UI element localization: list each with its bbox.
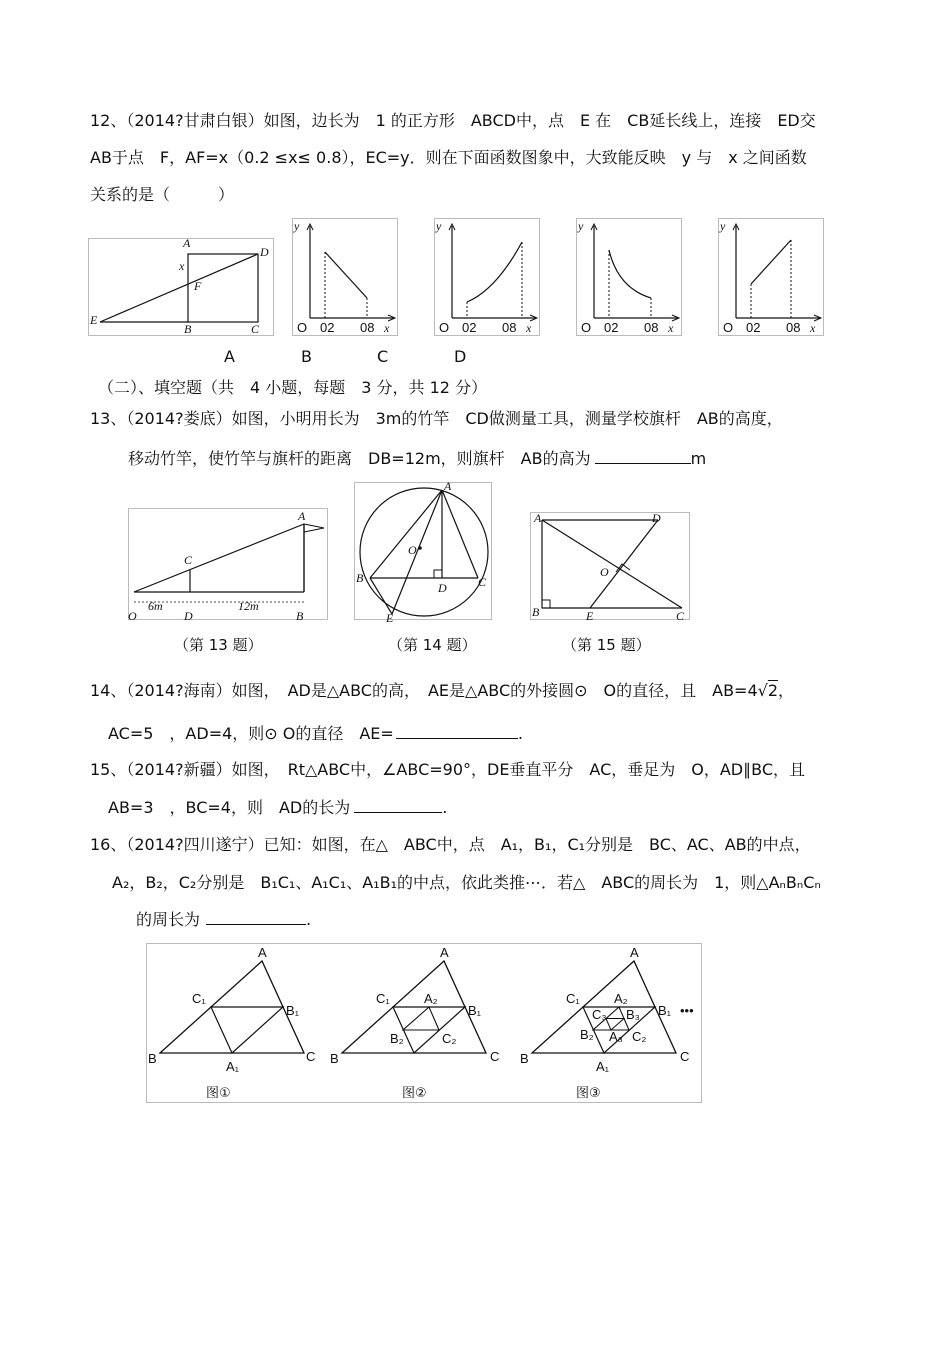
q12-line1: 12、（2014?甘肃白银）如图，边长为 1 的正方形 ABCD中，点 E 在 CB延长线上，连接 ED交 bbox=[90, 111, 816, 130]
q12-graph-a-origin: O bbox=[297, 320, 308, 335]
q16-line1: 16、（2014?四川遂宁）已知：如图，在△ ABC中，点 A₁，B₁，C₁分别是 BC、AC、AB的中点， bbox=[90, 835, 811, 854]
q12-option-b: B bbox=[301, 347, 312, 366]
q12-option-d: D bbox=[454, 347, 467, 366]
q15-line2-end: . bbox=[442, 798, 448, 817]
q15-caption: （第 15 题） bbox=[562, 636, 651, 654]
q14-label-O: O bbox=[408, 543, 417, 557]
q12-graph-a-x: x bbox=[384, 321, 390, 335]
q16-answer-blank[interactable] bbox=[206, 908, 306, 925]
q12-graph-b-x2: 08 bbox=[502, 320, 517, 335]
q12-graph-d-x: x bbox=[810, 321, 816, 335]
q15-line2-text: AB=3 ，BC=4，则 AD的长为 bbox=[108, 798, 351, 817]
q12-line3: 关系的是（ ） bbox=[90, 185, 235, 204]
q16-f3-B: B bbox=[520, 1051, 529, 1066]
q14-sqrt: √2 bbox=[757, 681, 779, 700]
q13-answer-blank[interactable] bbox=[595, 447, 691, 464]
q12-graph-a-x1: 02 bbox=[320, 320, 335, 335]
q16-f1-B: B bbox=[148, 1051, 157, 1066]
q14-label-C: C bbox=[478, 575, 487, 589]
q13-line1: 13、（2014?娄底）如图，小明用长为 3m的竹竿 CD做测量工具，测量学校旗杆 AB的高度， bbox=[90, 409, 783, 428]
q16-f1-A1: A₁ bbox=[226, 1059, 240, 1074]
q15-line1: 15、（2014?新疆）如图， Rt△ABC中，∠ABC=90°，DE垂直平分 AC，垂足为 O，AD∥BC，且 bbox=[90, 760, 805, 779]
q13-caption: （第 13 题） bbox=[174, 636, 263, 654]
q12-label-C: C bbox=[251, 322, 260, 336]
q14-line2 bbox=[108, 722, 523, 745]
q12-graph-c-x: x bbox=[668, 321, 674, 335]
q16-f1-B1: B₁ bbox=[286, 1003, 300, 1018]
q14-label-E: E bbox=[386, 611, 394, 624]
q12-label-D: D bbox=[260, 245, 269, 259]
q16-f1-C: C bbox=[306, 1049, 316, 1064]
q12-graph-c-x2: 08 bbox=[644, 320, 659, 335]
q12-graph-a bbox=[292, 218, 398, 336]
q15-label-A: A bbox=[534, 512, 542, 525]
q12-graph-d-x2: 08 bbox=[786, 320, 801, 335]
q16-f1-C1: C₁ bbox=[192, 991, 206, 1006]
q13-dist1: 6m bbox=[148, 599, 163, 613]
q16-f3-B1: B₁ bbox=[658, 1003, 672, 1018]
q16-figure-1 bbox=[148, 945, 315, 1100]
q14-line1-end: ， bbox=[778, 681, 795, 700]
section-fill-in-header: （二）、填空题（共 4 小题，每题 3 分，共 12 分） bbox=[98, 378, 488, 397]
q14-label-A: A bbox=[444, 482, 452, 493]
q16-f2-A2: A₂ bbox=[424, 991, 438, 1006]
q14-label-D: D bbox=[438, 581, 447, 595]
q13-label-C: C bbox=[184, 553, 193, 567]
q13-label-B: B bbox=[296, 609, 304, 623]
q12-graph-a-x2: 08 bbox=[360, 320, 375, 335]
q16-f2-C: C bbox=[490, 1049, 500, 1064]
q13-label-A: A bbox=[298, 509, 306, 523]
q14-line1 bbox=[90, 680, 794, 702]
q16-f3-caption: 图③ bbox=[576, 1085, 601, 1100]
q16-figure bbox=[146, 943, 702, 1103]
q16-f3-A: A bbox=[630, 945, 639, 960]
q12-label-F: F bbox=[194, 279, 202, 293]
q16-f2-C2: C₂ bbox=[442, 1031, 457, 1046]
q16-f2-caption: 图② bbox=[402, 1085, 427, 1100]
q12-graph-d-origin: O bbox=[723, 320, 734, 335]
q16-f3-B2: B₂ bbox=[580, 1027, 594, 1042]
q16-f3-A2: A₂ bbox=[614, 991, 628, 1006]
q16-f2-B: B bbox=[330, 1051, 339, 1066]
q15-label-B: B bbox=[532, 605, 540, 619]
q14-caption: （第 14 题） bbox=[388, 636, 477, 654]
q12-option-a: A bbox=[224, 347, 235, 366]
q16-f2-B1: B₁ bbox=[468, 1003, 482, 1018]
q16-f3-A1: A₁ bbox=[596, 1059, 610, 1074]
q16-line3-end: . bbox=[306, 910, 312, 929]
q14-sqrt-value: 2 bbox=[767, 681, 779, 700]
q13-line2 bbox=[128, 447, 706, 470]
q12-graph-c-y: y bbox=[578, 219, 584, 233]
q16-f3-C: C bbox=[680, 1049, 690, 1064]
q16-line2: A₂，B₂，C₂分别是 B₁C₁、A₁C₁、A₁B₁的中点，依此类推⋯．若△ ABC的周长为 1，则△AₙBₙCₙ bbox=[112, 873, 821, 892]
q12-graph-b-y: y bbox=[436, 219, 442, 233]
q14-answer-blank[interactable] bbox=[396, 722, 518, 739]
q12-line2: AB于点 F，AF=x（0.2 ≤x≤ 0.8），EC=y．则在下面函数图象中，大致能反映 y 与 x 之间函数 bbox=[90, 148, 807, 167]
q16-figure-2 bbox=[330, 945, 499, 1100]
q13-figure bbox=[128, 508, 328, 624]
q13-label-D: D bbox=[184, 609, 193, 623]
q12-graph-c bbox=[576, 218, 682, 336]
q15-label-D: D bbox=[652, 512, 661, 525]
q16-f3-C2: C₂ bbox=[632, 1029, 647, 1044]
q12-graph-b-origin: O bbox=[439, 320, 450, 335]
q12-graph-d-x1: 02 bbox=[746, 320, 761, 335]
q15-figure bbox=[530, 512, 690, 624]
q16-f2-C1: C₁ bbox=[376, 991, 390, 1006]
q15-label-C: C bbox=[676, 609, 685, 623]
q14-line2-text: AC=5 ，AD=4，则⊙ O的直径 AE= bbox=[108, 724, 394, 743]
q12-label-A: A bbox=[183, 238, 191, 250]
q15-label-O: O bbox=[600, 565, 609, 579]
q12-option-c: C bbox=[377, 347, 389, 366]
q15-label-E: E bbox=[586, 609, 594, 623]
q14-figure bbox=[354, 482, 492, 624]
q16-figure-3 bbox=[520, 945, 694, 1100]
q12-square-figure bbox=[88, 238, 274, 336]
q16-f1-A: A bbox=[258, 945, 267, 960]
q12-label-x: x bbox=[179, 259, 185, 273]
q16-f3-C3: C₃ bbox=[592, 1007, 607, 1022]
q16-line3 bbox=[136, 908, 311, 931]
q16-f2-A: A bbox=[440, 945, 449, 960]
q12-graph-a-y: y bbox=[294, 219, 300, 233]
q12-graph-b-x: x bbox=[526, 321, 532, 335]
q16-f3-A3: A₃ bbox=[609, 1029, 623, 1044]
q16-line3-text: 的周长为 bbox=[136, 910, 201, 929]
q12-label-E: E bbox=[90, 313, 98, 327]
q12-graph-b-x1: 02 bbox=[462, 320, 477, 335]
q15-answer-blank[interactable] bbox=[354, 796, 442, 813]
q16-f3-C1: C₁ bbox=[566, 991, 580, 1006]
q14-label-B: B bbox=[356, 571, 364, 585]
q14-line2-end: . bbox=[517, 724, 523, 743]
q12-graph-d-y: y bbox=[720, 219, 726, 233]
q16-f2-B2: B₂ bbox=[390, 1031, 404, 1046]
q12-graph-d bbox=[718, 218, 824, 336]
q12-label-B: B bbox=[184, 322, 192, 336]
q12-graph-c-x1: 02 bbox=[604, 320, 619, 335]
q12-graph-b bbox=[434, 218, 540, 336]
q16-f1-caption: 图① bbox=[206, 1085, 231, 1100]
q14-line1-text: 14、（2014?海南）如图， AD是△ABC的高， AE是△ABC的外接圆⊙ O的直径，且 AB=4 bbox=[90, 681, 758, 700]
q15-line2 bbox=[108, 796, 447, 819]
q12-graph-c-origin: O bbox=[581, 320, 592, 335]
q16-f3-ellipsis: ••• bbox=[680, 1003, 694, 1018]
q16-f3-B3: B₃ bbox=[626, 1007, 640, 1022]
q13-dist2: 12m bbox=[238, 599, 259, 613]
q13-line2-text: 移动竹竿，使竹竿与旗杆的距离 DB=12m，则旗杆 AB的高为 bbox=[128, 449, 591, 468]
q13-label-O: O bbox=[128, 609, 137, 623]
q13-unit: m bbox=[690, 449, 707, 468]
